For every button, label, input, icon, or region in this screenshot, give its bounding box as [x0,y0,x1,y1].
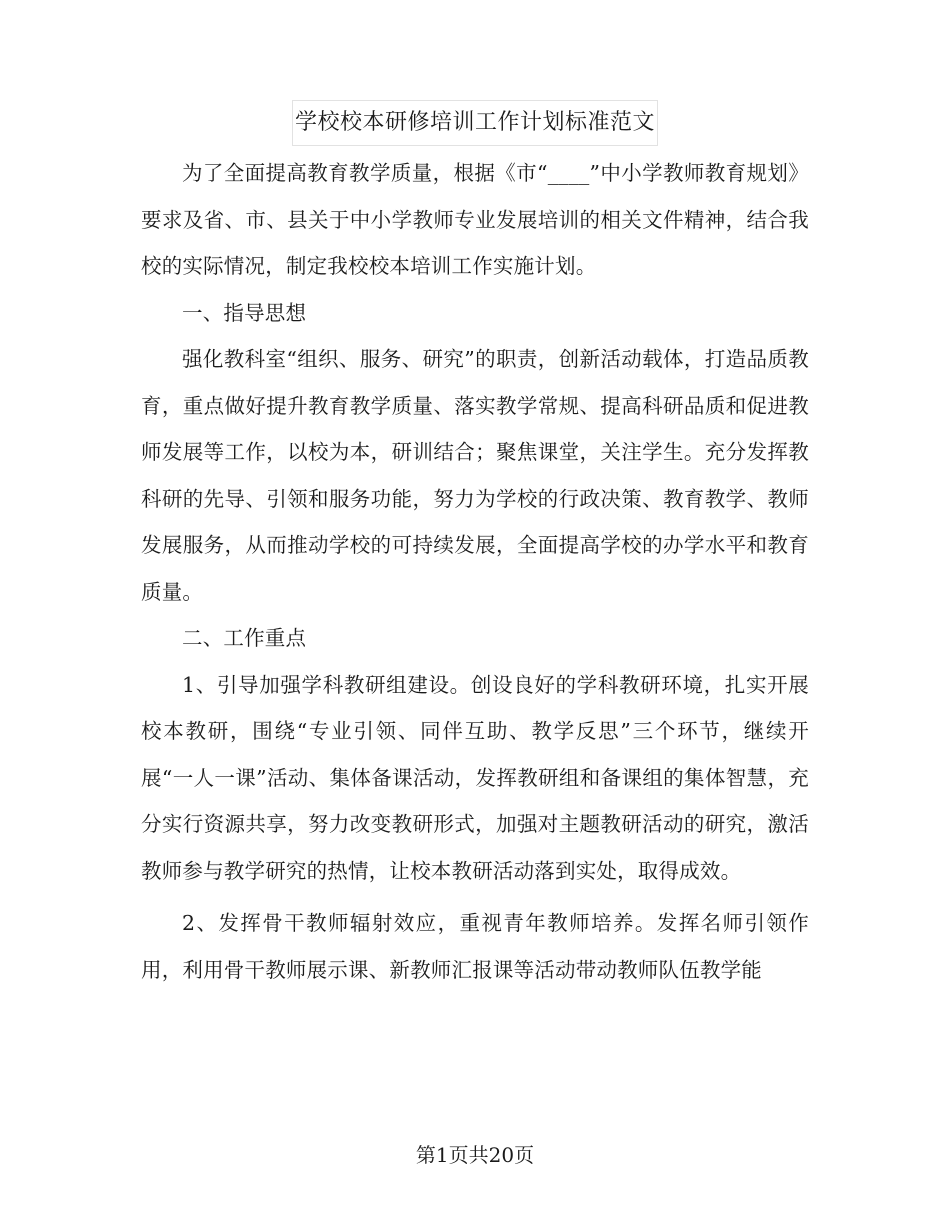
heading-guiding-ideology: 一、指导思想 [182,300,307,325]
document-body [141,150,809,993]
paragraph-intro: 为了全面提高教育教学质量，根据《市“____”中小学教师教育规划》要求及省、市、县关于中小学教师专业发展培训的相关文件精神，结合我校的实际情况，制定我校校本培训工作实施计划。 [141,161,809,278]
paragraph-focus-1: 1、引导加强学科教研组建设。创设良好的学科教研环境，扎实开展校本教研，围绕“专业引领、同伴互助、教学反思”三个环节，继续开展“一人一课”活动、集体备课活动，发挥教研组和备课组的集体智慧，充分实行资源共享，努力改变教研形式，加强对主题教研活动的研究，激活教师参与教学研究的热情，让校本教研活动落到实处，取得成效。 [141,672,809,883]
page-number: 第1页共20页 [415,1143,535,1167]
title-container [0,100,950,146]
paragraph-guiding-ideology: 强化教科室“组织、服务、研究”的职责，创新活动载体，打造品质教育，重点做好提升教育教学质量、落实教学常规、提高科研品质和促进教师发展等工作，以校为本，研训结合；聚焦课堂，关注学生。充分发挥教科研的先导、引领和服务功能，努力为学校的行政决策、教育教学、教师发展服务，从而推动学校的可持续发展，全面提高学校的办学水平和教育质量。 [141,347,809,604]
document-title: 学校校本研修培训工作计划标准范文 [292,100,658,146]
heading-work-focus: 二、工作重点 [182,626,307,650]
paragraph-focus-2: 2、发挥骨干教师辐射效应，重视青年教师培养。发挥名师引领作用，利用骨干教师展示课、新教师汇报课等活动带动教师队伍教学能 [141,911,809,982]
